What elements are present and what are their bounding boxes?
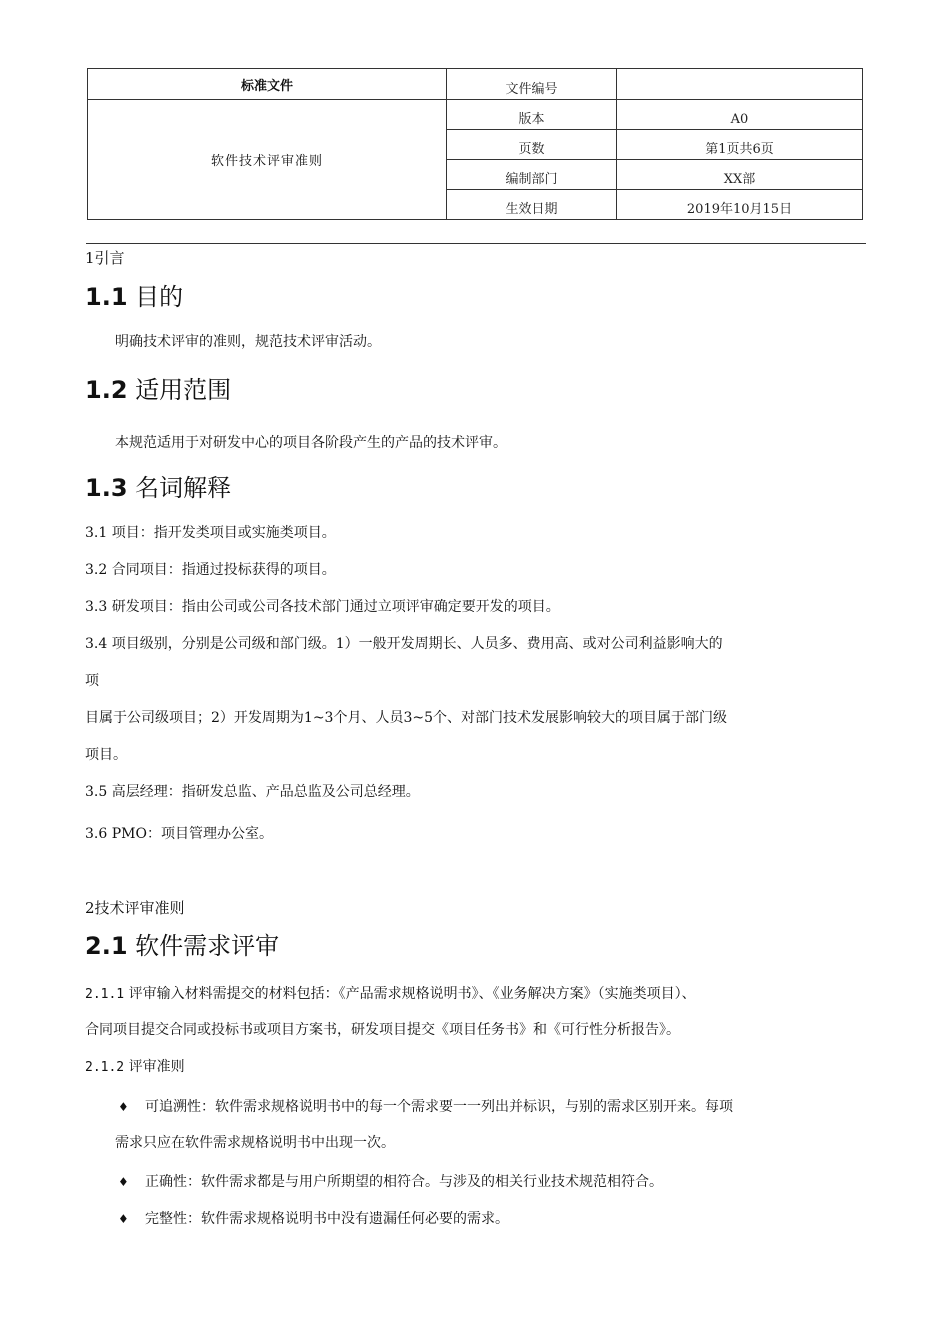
document-title: 软件技术评审准则 xyxy=(88,100,447,220)
heading-text: 适用范围 xyxy=(135,376,232,404)
clause-number: 2.1.1 xyxy=(85,987,125,1002)
bullet-text: 可追溯性：软件需求规格说明书中的每一个需求要一一列出并标识，与别的需求区别开来。每项 xyxy=(145,1099,733,1115)
department-label: 编制部门 xyxy=(447,160,617,190)
diamond-bullet-icon: ♦ xyxy=(118,1212,129,1226)
effective-date-value: 2019年10月15日 xyxy=(617,190,863,220)
doc-number-value xyxy=(617,69,863,100)
bullet-traceability-cont: 需求只应在软件需求规格说明书中出现一次。 xyxy=(115,1135,395,1151)
heading-1-2 xyxy=(85,370,231,405)
definition-3-4-line-4: 项目。 xyxy=(85,747,127,763)
definition-3-6: 3.6 PMO：项目管理办公室。 xyxy=(85,826,273,842)
version-label: 版本 xyxy=(447,100,617,130)
definition-3-2: 3.2 合同项目：指通过投标获得的项目。 xyxy=(85,562,336,578)
heading-number: 1.3 xyxy=(85,474,128,502)
heading-text: 软件需求评审 xyxy=(135,932,280,960)
heading-number: 1.1 xyxy=(85,283,128,311)
paragraph-scope: 本规范适用于对研发中心的项目各阶段产生的产品的技术评审。 xyxy=(115,435,507,451)
document-header-table xyxy=(87,68,863,220)
bullet-text: 正确性：软件需求都是与用户所期望的相符合。与涉及的相关行业技术规范相符合。 xyxy=(145,1174,663,1190)
standard-document-label: 标准文件 xyxy=(88,69,447,100)
clause-2-1-2 xyxy=(85,1056,185,1076)
section-2-title: 2技术评审准则 xyxy=(85,899,185,917)
heading-2-1 xyxy=(85,926,279,961)
heading-1-3 xyxy=(85,468,231,503)
bullet-completeness xyxy=(115,1208,509,1228)
clause-2-1-1-line-2: 合同项目提交合同或投标书或项目方案书，研发项目提交《项目任务书》和《可行性分析报告》。 xyxy=(85,1022,680,1038)
heading-text: 名词解释 xyxy=(135,474,232,502)
bullet-text: 完整性：软件需求规格说明书中没有遗漏任何必要的需求。 xyxy=(145,1211,509,1227)
version-value: A0 xyxy=(617,100,863,130)
section-1-title: 1引言 xyxy=(85,249,125,267)
clause-text: 评审准则 xyxy=(128,1059,185,1075)
diamond-bullet-icon: ♦ xyxy=(118,1100,129,1114)
clause-2-1-1-line-1 xyxy=(85,983,696,1003)
page-count-value: 第1页共6页 xyxy=(617,130,863,160)
clause-text: 评审输入材料需提交的材料包括：《产品需求规格说明书》、《业务解决方案》（实施类项目）、 xyxy=(128,986,696,1002)
definition-3-4-line-2: 项 xyxy=(85,673,99,689)
definition-3-4-line-1: 3.4 项目级别，分别是公司级和部门级。1）一般开发周期长、人员多、费用高、或对公司利益影响大的 xyxy=(85,636,723,652)
paragraph-purpose: 明确技术评审的准则，规范技术评审活动。 xyxy=(115,334,381,350)
clause-number: 2.1.2 xyxy=(85,1060,125,1075)
definition-3-5: 3.5 高层经理：指研发总监、产品总监及公司总经理。 xyxy=(85,784,420,800)
diamond-bullet-icon: ♦ xyxy=(118,1175,129,1189)
doc-number-label: 文件编号 xyxy=(447,69,617,100)
bullet-correctness xyxy=(115,1171,663,1191)
bullet-traceability xyxy=(115,1096,733,1116)
heading-1-1 xyxy=(85,277,183,312)
page-count-label: 页数 xyxy=(447,130,617,160)
header-divider xyxy=(86,243,866,244)
definition-3-3: 3.3 研发项目：指由公司或公司各技术部门通过立项评审确定要开发的项目。 xyxy=(85,599,560,615)
heading-number: 1.2 xyxy=(85,376,128,404)
heading-number: 2.1 xyxy=(85,932,128,960)
effective-date-label: 生效日期 xyxy=(447,190,617,220)
heading-text: 目的 xyxy=(135,283,184,311)
definition-3-1: 3.1 项目：指开发类项目或实施类项目。 xyxy=(85,525,336,541)
department-value: XX部 xyxy=(617,160,863,190)
definition-3-4-line-3: 目属于公司级项目；2）开发周期为1~3个月、人员3~5个、对部门技术发展影响较大的项目属于部门级 xyxy=(85,710,727,726)
